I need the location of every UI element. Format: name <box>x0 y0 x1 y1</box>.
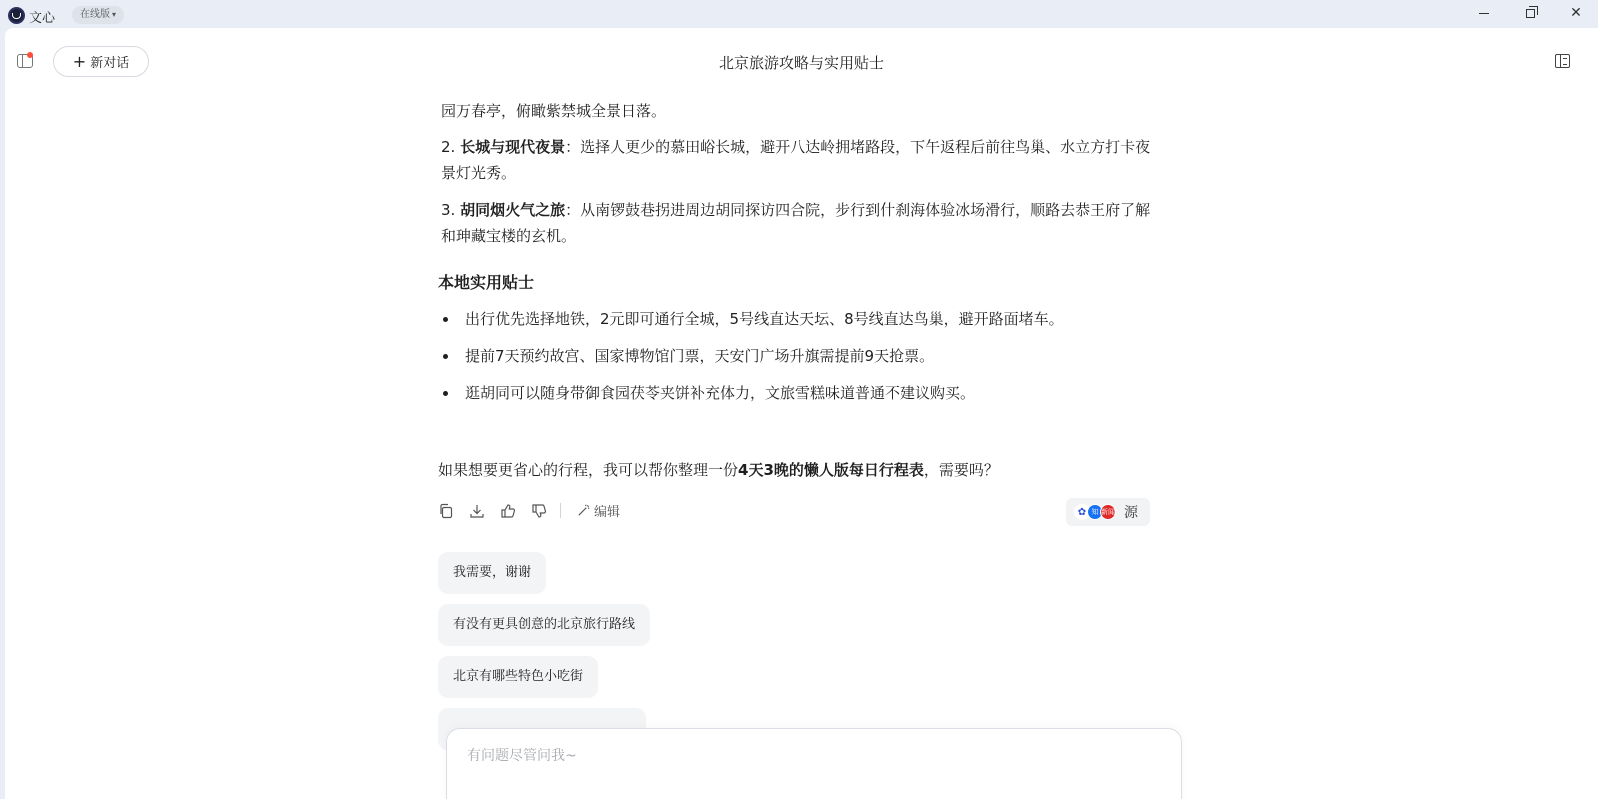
item-number: 2. <box>441 138 456 156</box>
title-bar <box>0 0 1598 28</box>
sources-button[interactable] <box>1066 498 1150 526</box>
chat-input[interactable] <box>467 744 1157 768</box>
caret-down-icon: ▾ <box>112 10 117 19</box>
closing-text-end: ，需要吗？ <box>923 461 999 479</box>
item-body: ：从南锣鼓巷拐进周边胡同探访四合院，步行到什刹海体验冰场滑行，顺路去恭王府了解和珅藏宝楼的玄机。 <box>441 201 1151 245</box>
minimize-button[interactable] <box>1470 2 1498 24</box>
route-item-2 <box>441 134 1161 186</box>
message-paragraph: 园万春亭，俯瞰紫禁城全景日落。 <box>441 102 667 120</box>
list-item: 提前7天预约故宫、国家博物馆门票，天安门广场升旗需提前9天抢票。 <box>441 343 1161 369</box>
new-chat-label: 新对话 <box>90 56 130 71</box>
suggestion-chip[interactable]: 我需要，谢谢 <box>438 552 546 594</box>
sources-label: 源 <box>1124 505 1138 521</box>
side-panel-icon[interactable] <box>1555 54 1570 68</box>
magic-pen-icon <box>576 503 591 518</box>
divider <box>560 503 561 518</box>
suggestion-chip[interactable]: 北京有哪些特色小吃街 <box>438 656 598 698</box>
download-button[interactable] <box>468 502 486 520</box>
section-heading: 本地实用贴士 <box>438 273 535 292</box>
baidu-paw-icon: ✿ <box>1074 504 1090 520</box>
item-title: 长城与现代夜景 <box>460 138 566 156</box>
closing-bold: 4天3晚的懒人版每日行程表 <box>738 461 924 479</box>
closing-text: 如果想要更省心的行程，我可以帮你整理一份 <box>438 461 739 479</box>
closing-paragraph <box>438 457 1174 483</box>
plus-icon: + <box>72 51 87 71</box>
dislike-button[interactable] <box>530 502 548 520</box>
copy-icon <box>438 503 454 519</box>
close-button[interactable] <box>1562 2 1590 24</box>
zhihu-icon: 知 <box>1087 504 1103 520</box>
thumbs-down-icon <box>531 503 547 519</box>
chat-composer <box>446 728 1182 799</box>
list-item: 出行优先选择地铁，2元即可通行全城，5号线直达天坛、8号线直达鸟巢，避开路面堵车。 <box>441 306 1161 332</box>
route-item-3 <box>441 197 1161 249</box>
like-button[interactable] <box>499 502 517 520</box>
message-actions <box>437 498 1157 530</box>
item-number: 3. <box>441 201 456 219</box>
tips-list <box>441 306 1161 417</box>
restore-icon <box>1526 9 1535 18</box>
suggestion-chip[interactable]: 有没有更具创意的北京旅行路线 <box>438 604 650 646</box>
copy-button[interactable] <box>437 502 455 520</box>
edit-button[interactable] <box>576 501 620 520</box>
maximize-button[interactable] <box>1516 2 1544 24</box>
app-name: 文心 <box>29 11 56 26</box>
item-body: ：选择人更少的慕田峪长城，避开八达岭拥堵路段，下午返程后前往鸟巢、水立方打卡夜景灯光秀。 <box>441 138 1151 182</box>
app-logo-icon <box>8 7 25 24</box>
main-panel <box>5 28 1598 799</box>
thumbs-up-icon <box>500 503 516 519</box>
version-dropdown[interactable] <box>72 6 124 24</box>
version-label: 在线版 <box>80 9 110 20</box>
page-title: 北京旅游攻略与实用贴士 <box>718 54 884 72</box>
close-icon: ✕ <box>1570 5 1582 21</box>
news-source-icon: 新闻 <box>1100 504 1116 520</box>
edit-label: 编辑 <box>594 505 621 520</box>
download-icon <box>469 503 485 519</box>
list-item: 逛胡同可以随身带御食园茯苓夹饼补充体力，文旅雪糕味道普通不建议购买。 <box>441 380 1161 406</box>
item-title: 胡同烟火气之旅 <box>460 201 566 219</box>
